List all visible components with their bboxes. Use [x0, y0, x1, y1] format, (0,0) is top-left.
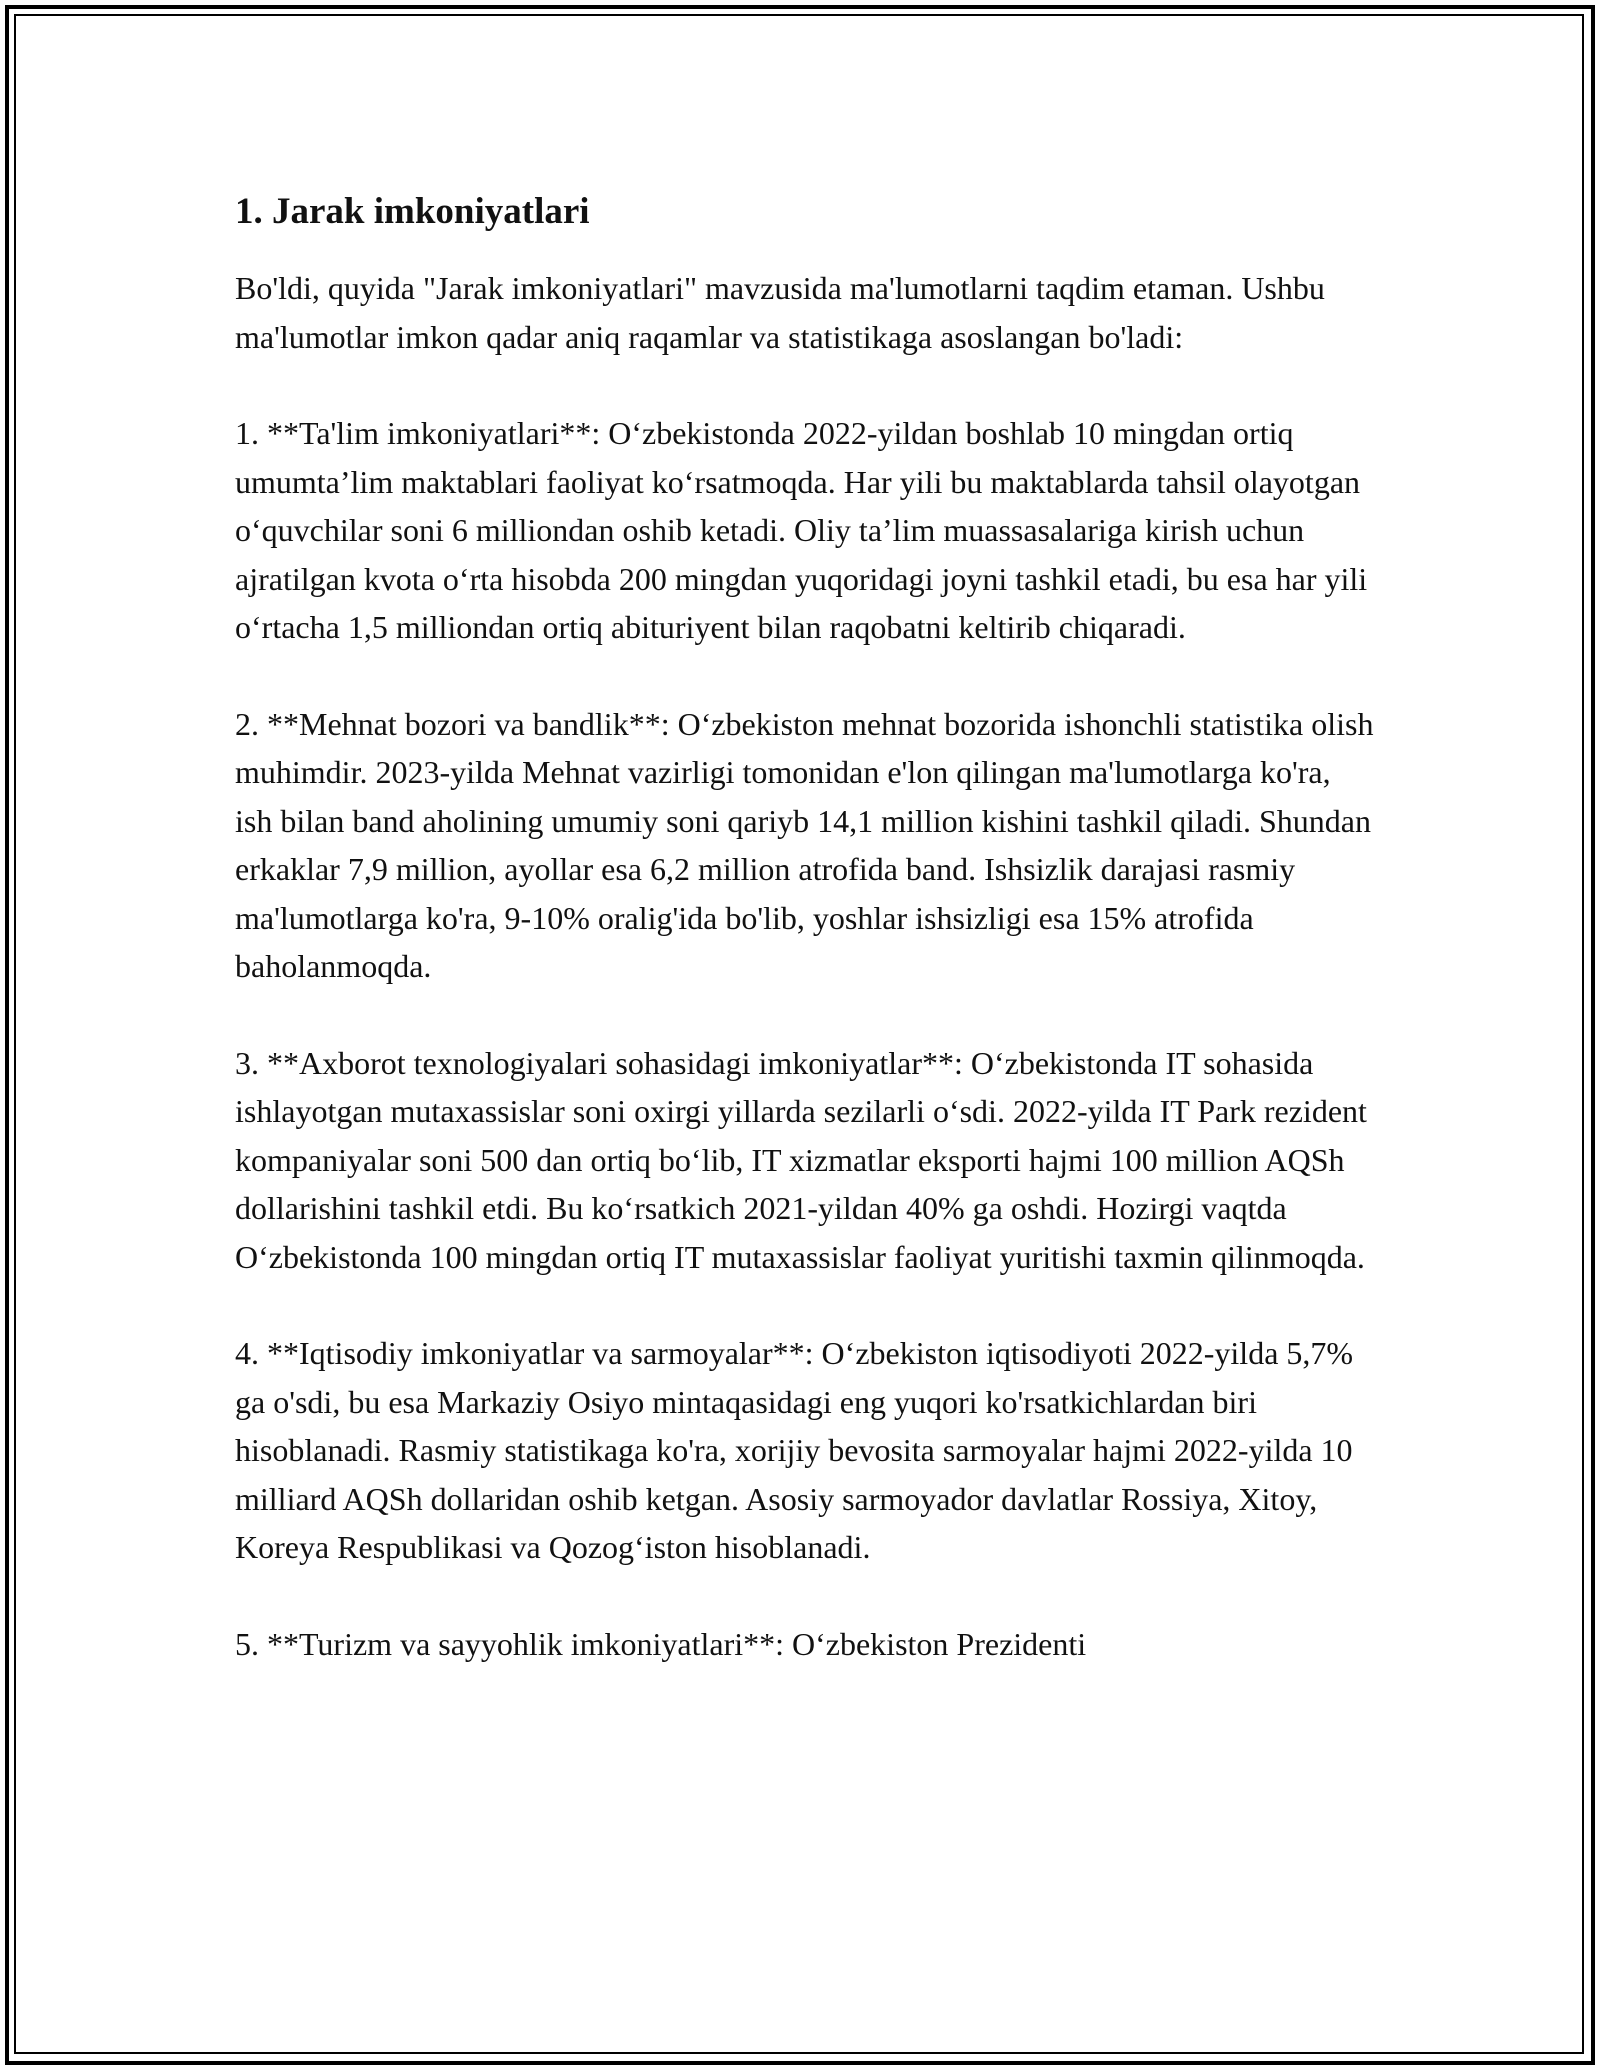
document-body: [235, 188, 1375, 1716]
paragraph-labor-market: 2. **Mehnat bozori va bandlik**: O‘zbekiston mehnat bozorida ishonchli statistika olish muhimdir. 2023-yilda Mehnat vazirligi tomonidan e'lon qilingan ma'lumotlarga ko'ra, ish bilan band aholining umumiy soni qariyb 14,1 million kishini tashkil qiladi. Shundan erkaklar 7,9 million, ayollar esa 6,2 million atrofida band. Ishsizlik darajasi rasmiy ma'lumotlarga ko'ra, 9-10% oralig'ida bo'lib, yoshlar ishsizligi esa 15% atrofida baholanmoqda.: [235, 705, 1374, 984]
paragraph-it-sector: 3. **Axborot texnologiyalari sohasidagi imkoniyatlar**: O‘zbekistonda IT sohasida ishlayotgan mutaxassislar soni oxirgi yillarda sezilarli o‘sdi. 2022-yilda IT Park rezident kompaniyalar soni 500 dan ortiq bo‘lib, IT xizmatlar eksporti hajmi 100 million AQSh dollarishini tashkil etdi. Bu ko‘rsatkich 2021-yildan 40% ga oshdi. Hozirgi vaqtda O‘zbekistonda 100 mingdan ortiq IT mutaxassislar faoliyat yuritishi taxmin qilinmoqda.: [235, 1044, 1367, 1275]
paragraph-economy: 4. **Iqtisodiy imkoniyatlar va sarmoyalar**: O‘zbekiston iqtisodiyoti 2022-yilda 5,7% ga o'sdi, bu esa Markaziy Osiyo mintaqasidagi eng yuqori ko'rsatkichlardan biri hisoblanadi. Rasmiy statistikaga ko'ra, xorijiy bevosita sarmoyalar hajmi 2022-yilda 10 milliard AQSh dollaridan oshib ketgan. Asosiy sarmoyador davlatlar Rossiya, Xitoy, Koreya Respublikasi va Qozog‘iston hisoblanadi.: [235, 1335, 1354, 1565]
document-title: 1. Jarak imkoniyatlari: [235, 191, 590, 232]
intro-paragraph: Bo'ldi, quyida "Jarak imkoniyatlari" mavzusida ma'lumotlarni taqdim etaman. Ushbu ma'lumotlar imkon qadar aniq raqamlar va statistikaga asoslangan bo'ladi:: [235, 270, 1325, 355]
paragraph-tourism: 5. **Turizm va sayyohlik imkoniyatlari**: O‘zbekiston Prezidenti: [235, 1625, 1087, 1662]
paragraph-education: 1. **Ta'lim imkoniyatlari**: O‘zbekistonda 2022-yildan boshlab 10 mingdan ortiq umumta’lim maktablari faoliyat ko‘rsatmoqda. Har yili bu maktablarda tahsil olayotgan o‘quvchilar soni 6 milliondan oshib ketadi. Oliy ta’lim muassasalariga kirish uchun ajratilgan kvota o‘rta hisobda 200 mingdan yuqoridagi joyni tashkil etadi, bu esa har yili o‘rtacha 1,5 milliondan ortiq abituriyent bilan raqobatni keltirib chiqaradi.: [235, 415, 1368, 645]
